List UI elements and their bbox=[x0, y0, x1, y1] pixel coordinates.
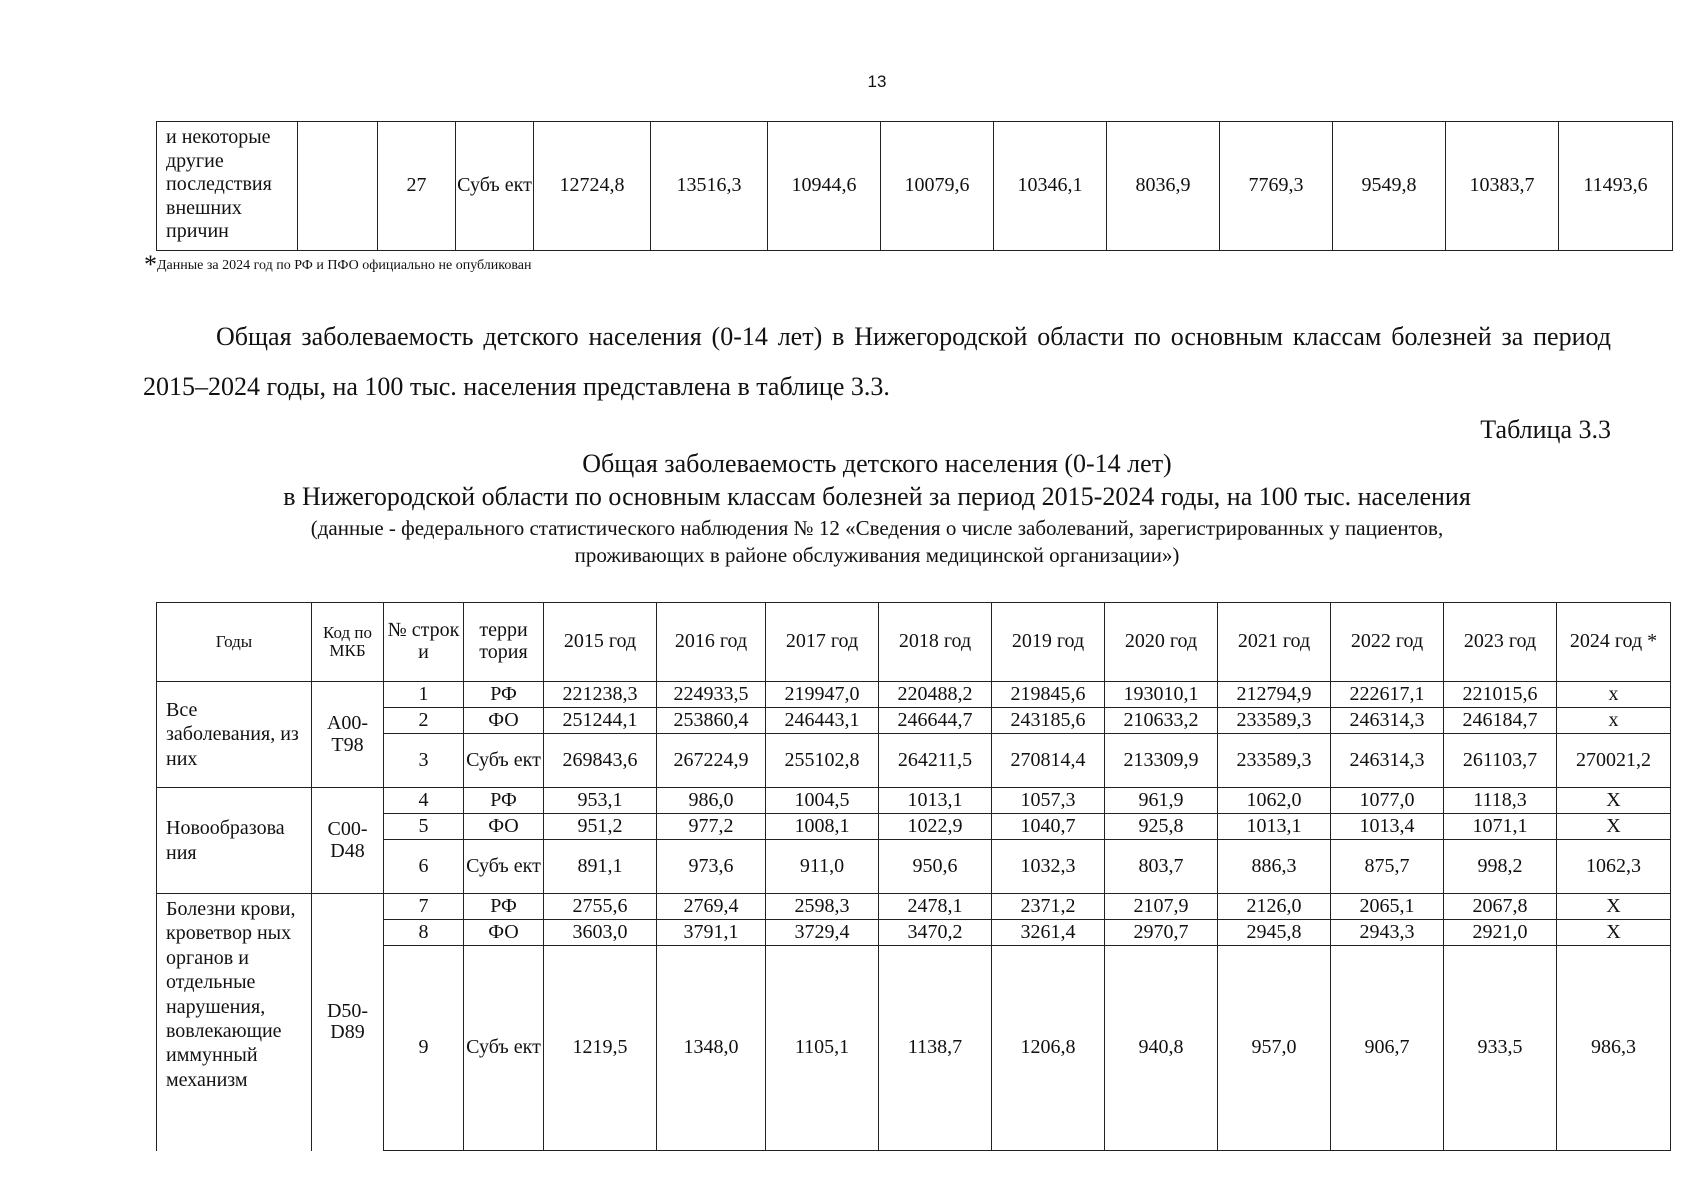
value-cell: 267224,9 bbox=[657, 734, 766, 788]
table-row bbox=[157, 788, 1671, 814]
table-source-note: (данные - федерального статистического наблюдения № 12 «Сведения о числе заболеваний, зарегистрированных у пациентов, bbox=[310, 516, 1444, 540]
value-cell: 219845,6 bbox=[992, 682, 1105, 708]
value-cell: 1004,5 bbox=[766, 788, 879, 814]
value-cell: 950,6 bbox=[879, 840, 992, 894]
value-cell: 8036,9 bbox=[1107, 122, 1220, 251]
icd-code-cell: D50- D89 bbox=[312, 894, 384, 1151]
value-cell: 270814,4 bbox=[992, 734, 1105, 788]
value-cell: 2769,4 bbox=[657, 894, 766, 920]
value-cell: 886,3 bbox=[1218, 840, 1331, 894]
row-number-cell: 5 bbox=[384, 814, 464, 840]
territory-cell: ФО bbox=[464, 708, 544, 734]
header-year-2015: 2015 год bbox=[544, 603, 657, 682]
value-cell: 2943,3 bbox=[1331, 920, 1444, 946]
value-cell: 243185,6 bbox=[992, 708, 1105, 734]
value-cell: 219947,0 bbox=[766, 682, 879, 708]
table-row bbox=[157, 920, 1671, 946]
value-cell: 246314,3 bbox=[1331, 734, 1444, 788]
value-cell: 1138,7 bbox=[879, 946, 992, 1151]
icd-code-cell bbox=[298, 122, 378, 251]
value-cell: 906,7 bbox=[1331, 946, 1444, 1151]
value-cell: X bbox=[1557, 814, 1671, 840]
value-cell: 953,1 bbox=[544, 788, 657, 814]
value-cell: 803,7 bbox=[1105, 840, 1218, 894]
value-cell: 973,6 bbox=[657, 840, 766, 894]
value-cell: 233589,3 bbox=[1218, 734, 1331, 788]
value-cell: 1040,7 bbox=[992, 814, 1105, 840]
value-cell: x bbox=[1557, 708, 1671, 734]
row-number-cell: 7 bbox=[384, 894, 464, 920]
value-cell: 2065,1 bbox=[1331, 894, 1444, 920]
value-cell: 2945,8 bbox=[1218, 920, 1331, 946]
header-years: Годы bbox=[157, 603, 312, 682]
value-cell: 1057,3 bbox=[992, 788, 1105, 814]
value-cell: 12724,8 bbox=[534, 122, 651, 251]
value-cell: 986,3 bbox=[1557, 946, 1671, 1151]
header-row bbox=[157, 603, 1671, 682]
table-row bbox=[157, 734, 1671, 788]
disease-class-name: и некоторые другие последствия внешних причин bbox=[157, 122, 298, 251]
value-cell: 933,5 bbox=[1444, 946, 1557, 1151]
value-cell: 957,0 bbox=[1218, 946, 1331, 1151]
value-cell: 1206,8 bbox=[992, 946, 1105, 1151]
value-cell: 1013,1 bbox=[879, 788, 992, 814]
header-year-2016: 2016 год bbox=[657, 603, 766, 682]
value-cell: 221015,6 bbox=[1444, 682, 1557, 708]
value-cell: 1032,3 bbox=[992, 840, 1105, 894]
value-cell: X bbox=[1557, 788, 1671, 814]
disease-class-name: Новообразова ния bbox=[157, 788, 312, 894]
header-year-2022: 2022 год bbox=[1331, 603, 1444, 682]
value-cell: 2107,9 bbox=[1105, 894, 1218, 920]
value-cell: 212794,9 bbox=[1218, 682, 1331, 708]
value-cell: X bbox=[1557, 894, 1671, 920]
value-cell: 1062,3 bbox=[1557, 840, 1671, 894]
value-cell: 9549,8 bbox=[1333, 122, 1446, 251]
value-cell: 2371,2 bbox=[992, 894, 1105, 920]
value-cell: 3261,4 bbox=[992, 920, 1105, 946]
territory-cell: РФ bbox=[464, 788, 544, 814]
page-number: 13 bbox=[867, 72, 887, 91]
icd-code-cell: C00- D48 bbox=[312, 788, 384, 894]
value-cell: 951,2 bbox=[544, 814, 657, 840]
row-number-cell: 8 bbox=[384, 920, 464, 946]
table-row bbox=[157, 894, 1671, 920]
disease-class-name: Болезни крови, кроветвор ных органов и отдельные нарушения, вовлекающие иммунный механизм bbox=[157, 894, 312, 1151]
value-cell: 193010,1 bbox=[1105, 682, 1218, 708]
icd-code-cell: A00- T98 bbox=[312, 682, 384, 788]
value-cell: 1118,3 bbox=[1444, 788, 1557, 814]
value-cell: 925,8 bbox=[1105, 814, 1218, 840]
row-number-cell: 3 bbox=[384, 734, 464, 788]
table-title: Общая заболеваемость детского населения (0-14 лет) bbox=[582, 449, 1172, 478]
territory-cell: ФО bbox=[464, 920, 544, 946]
value-cell: 1348,0 bbox=[657, 946, 766, 1151]
value-cell: 246644,7 bbox=[879, 708, 992, 734]
value-cell: 2921,0 bbox=[1444, 920, 1557, 946]
value-cell: 224933,5 bbox=[657, 682, 766, 708]
value-cell: 891,1 bbox=[544, 840, 657, 894]
header-year-2017: 2017 год bbox=[766, 603, 879, 682]
value-cell: 270021,2 bbox=[1557, 734, 1671, 788]
table-row bbox=[157, 946, 1671, 1151]
value-cell: 2478,1 bbox=[879, 894, 992, 920]
territory-cell: Субъ ект bbox=[464, 946, 544, 1151]
value-cell: 2067,8 bbox=[1444, 894, 1557, 920]
row-number-cell: 27 bbox=[378, 122, 456, 251]
morbidity-table bbox=[156, 602, 1671, 1151]
header-year-2024: 2024 год * bbox=[1557, 603, 1671, 682]
value-cell: 221238,3 bbox=[544, 682, 657, 708]
row-number-cell: 1 bbox=[384, 682, 464, 708]
value-cell: 261103,7 bbox=[1444, 734, 1557, 788]
table-row bbox=[157, 708, 1671, 734]
table-source-note-line2: проживающих в районе обслуживания медицинской организации») bbox=[574, 543, 1180, 567]
value-cell: 220488,2 bbox=[879, 682, 992, 708]
value-cell: 1062,0 bbox=[1218, 788, 1331, 814]
header-icd-code: Код по МКБ bbox=[312, 603, 384, 682]
value-cell: 2970,7 bbox=[1105, 920, 1218, 946]
table-row bbox=[157, 840, 1671, 894]
value-cell: 210633,2 bbox=[1105, 708, 1218, 734]
disease-class-name: Все заболевания, из них bbox=[157, 682, 312, 788]
value-cell: 1022,9 bbox=[879, 814, 992, 840]
value-cell: 3791,1 bbox=[657, 920, 766, 946]
value-cell: 961,9 bbox=[1105, 788, 1218, 814]
value-cell: 1013,4 bbox=[1331, 814, 1444, 840]
territory-cell: Субъ ект bbox=[456, 122, 534, 251]
row-number-cell: 2 bbox=[384, 708, 464, 734]
value-cell: 911,0 bbox=[766, 840, 879, 894]
header-year-2020: 2020 год bbox=[1105, 603, 1218, 682]
territory-cell: ФО bbox=[464, 814, 544, 840]
value-cell: 1071,1 bbox=[1444, 814, 1557, 840]
value-cell: 269843,6 bbox=[544, 734, 657, 788]
row-number-cell: 6 bbox=[384, 840, 464, 894]
header-year-2018: 2018 год bbox=[879, 603, 992, 682]
value-cell: 986,0 bbox=[657, 788, 766, 814]
header-year-2019: 2019 год bbox=[992, 603, 1105, 682]
value-cell: 875,7 bbox=[1331, 840, 1444, 894]
table-title-line2: в Нижегородской области по основным классам болезней за период 2015-2024 годы, на 100 тыс. населения bbox=[283, 482, 1471, 511]
value-cell: 1105,1 bbox=[766, 946, 879, 1151]
header-territory: терри тория bbox=[464, 603, 544, 682]
territory-cell: Субъ ект bbox=[464, 734, 544, 788]
value-cell: 1219,5 bbox=[544, 946, 657, 1151]
value-cell: 11493,6 bbox=[1559, 122, 1673, 251]
footnote-text: Данные за 2024 год по РФ и ПФО официально не опубликован bbox=[157, 258, 532, 273]
value-cell: 3470,2 bbox=[879, 920, 992, 946]
value-cell: 940,8 bbox=[1105, 946, 1218, 1151]
row-number-cell: 4 bbox=[384, 788, 464, 814]
value-cell: 13516,3 bbox=[651, 122, 768, 251]
value-cell: 3603,0 bbox=[544, 920, 657, 946]
value-cell: x bbox=[1557, 682, 1671, 708]
value-cell: 998,2 bbox=[1444, 840, 1557, 894]
territory-cell: Субъ ект bbox=[464, 840, 544, 894]
table-row bbox=[157, 682, 1671, 708]
value-cell: 2755,6 bbox=[544, 894, 657, 920]
value-cell: 10079,6 bbox=[881, 122, 994, 251]
value-cell: 10383,7 bbox=[1446, 122, 1559, 251]
value-cell: 10944,6 bbox=[768, 122, 881, 251]
value-cell: 7769,3 bbox=[1220, 122, 1333, 251]
value-cell: 10346,1 bbox=[994, 122, 1107, 251]
header-row-number: № строк и bbox=[384, 603, 464, 682]
territory-cell: РФ bbox=[464, 894, 544, 920]
table-row bbox=[157, 122, 1673, 251]
table-number: Таблица 3.3 bbox=[1480, 415, 1611, 444]
value-cell: 246443,1 bbox=[766, 708, 879, 734]
value-cell: 246184,7 bbox=[1444, 708, 1557, 734]
value-cell: 213309,9 bbox=[1105, 734, 1218, 788]
value-cell: 3729,4 bbox=[766, 920, 879, 946]
value-cell: 255102,8 bbox=[766, 734, 879, 788]
continuation-table bbox=[156, 121, 1673, 251]
value-cell: 2598,3 bbox=[766, 894, 879, 920]
table-row bbox=[157, 814, 1671, 840]
value-cell: 246314,3 bbox=[1331, 708, 1444, 734]
header-year-2023: 2023 год bbox=[1444, 603, 1557, 682]
value-cell: X bbox=[1557, 920, 1671, 946]
value-cell: 1008,1 bbox=[766, 814, 879, 840]
value-cell: 253860,4 bbox=[657, 708, 766, 734]
territory-cell: РФ bbox=[464, 682, 544, 708]
value-cell: 2126,0 bbox=[1218, 894, 1331, 920]
intro-paragraph: Общая заболеваемость детского населения (0-14 лет) в Нижегородской области по основным классам болезней за период 2015–2024 годы, на 100 тыс. населения представлена в таблице 3.3. bbox=[143, 322, 1611, 401]
value-cell: 222617,1 bbox=[1331, 682, 1444, 708]
value-cell: 264211,5 bbox=[879, 734, 992, 788]
value-cell: 977,2 bbox=[657, 814, 766, 840]
value-cell: 251244,1 bbox=[544, 708, 657, 734]
header-year-2021: 2021 год bbox=[1218, 603, 1331, 682]
value-cell: 1013,1 bbox=[1218, 814, 1331, 840]
footnote-star: * bbox=[144, 250, 157, 279]
footnote bbox=[144, 250, 532, 279]
row-number-cell: 9 bbox=[384, 946, 464, 1151]
value-cell: 1077,0 bbox=[1331, 788, 1444, 814]
value-cell: 233589,3 bbox=[1218, 708, 1331, 734]
